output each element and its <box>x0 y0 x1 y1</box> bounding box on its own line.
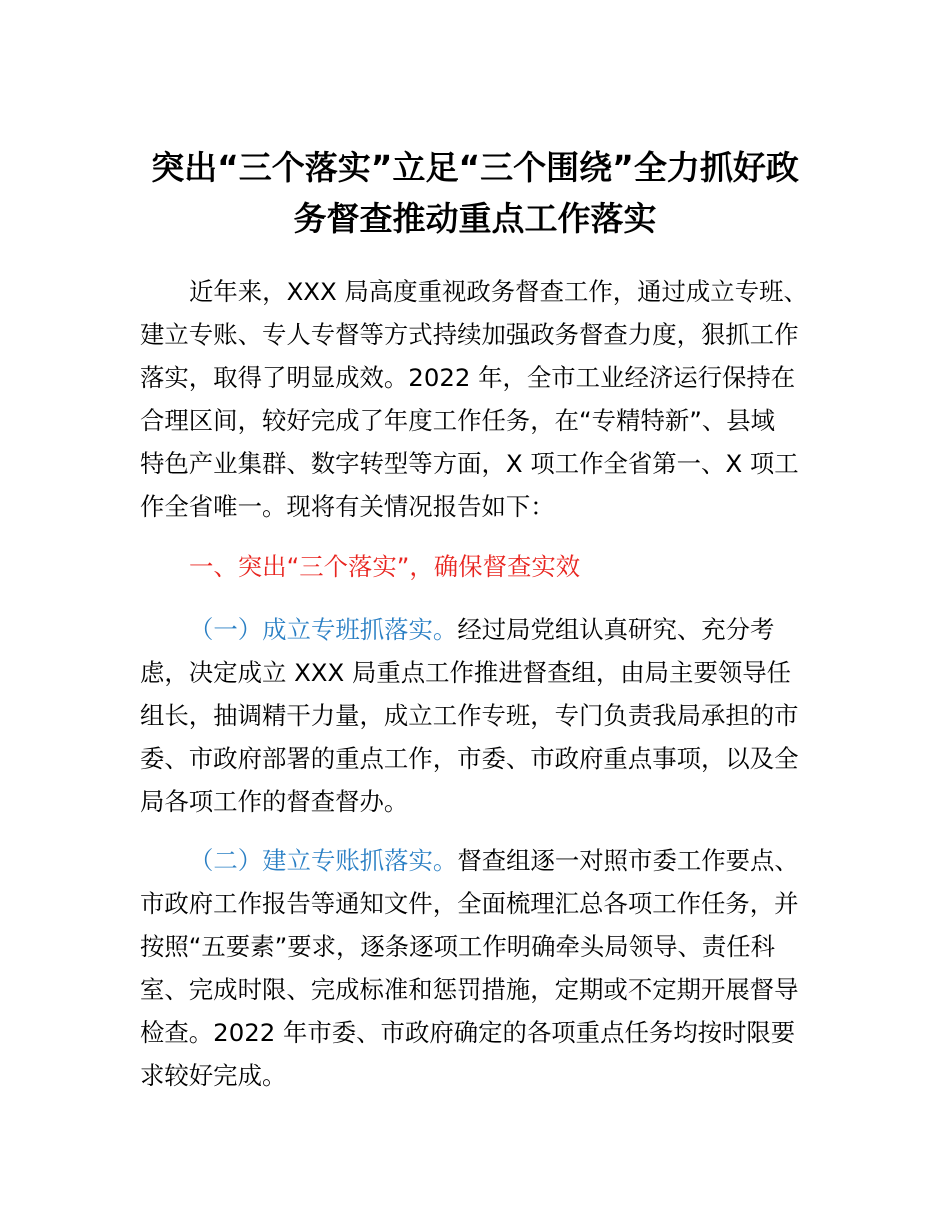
subsection-1-first-line-text: 经过局党组认真研究、充分考 <box>457 615 775 644</box>
subsection-2-line: 检查。2022 年市委、市政府确定的各项重点任务均按时限要 <box>140 1018 796 1047</box>
intro-line: 近年来，XXX 局高度重视政务督查工作，通过成立专班、 <box>189 277 808 306</box>
subsection-1-line: 虑，决定成立 XXX 局重点工作推进督查组，由局主要领导任 <box>140 658 792 687</box>
subsection-1-paragraph <box>140 608 820 823</box>
subsection-1-line: 局各项工作的督查督办。 <box>140 787 409 816</box>
subsection-1-first-line <box>140 608 820 651</box>
intro-line: 落实，取得了明显成效。2022 年，全市工业经济运行保持在 <box>140 363 796 392</box>
subsection-1-heading: （一）成立专班抓落实。 <box>189 615 458 644</box>
intro-line: 作全省唯一。现将有关情况报告如下： <box>140 492 555 521</box>
subsection-2-line: 求较好完成。 <box>140 1061 287 1090</box>
title-line-2: 务督查推动重点工作落实 <box>293 199 657 238</box>
intro-line: 特色产业集群、数字转型等方面，X 项工作全省第一、X 项工 <box>140 449 799 478</box>
subsection-2-line: 室、完成时限、完成标准和惩罚措施，定期或不定期开展督导 <box>140 975 799 1004</box>
document-title <box>110 142 840 244</box>
title-line-1: 突出“三个落实”立足“三个围绕”全力抓好政 <box>151 148 799 187</box>
subsection-1-line: 组长，抽调精干力量，成立工作专班，专门负责我局承担的市 <box>140 701 799 730</box>
subsection-2-first-line-text: 督查组逐一对照市委工作要点、 <box>457 846 799 875</box>
intro-line: 建立专账、专人专督等方式持续加强政务督查力度，狠抓工作 <box>140 320 799 349</box>
section-1-heading-block <box>140 545 820 588</box>
subsection-2-line: 市政府工作报告等通知文件，全面梳理汇总各项工作任务，并 <box>140 889 799 918</box>
subsection-1-line: 委、市政府部署的重点工作，市委、市政府重点事项，以及全 <box>140 744 799 773</box>
intro-line: 合理区间，较好完成了年度工作任务，在“专精特新”、县域 <box>140 406 776 435</box>
intro-paragraph <box>140 270 820 528</box>
subsection-2-paragraph <box>140 839 820 1097</box>
subsection-2-heading: （二）建立专账抓落实。 <box>189 846 458 875</box>
subsection-2-first-line <box>140 839 820 882</box>
subsection-2-line: 按照“五要素”要求，逐条逐项工作明确牵头局领导、责任科 <box>140 932 776 961</box>
section-1-heading: 一、突出“三个落实”，确保督查实效 <box>189 552 581 581</box>
